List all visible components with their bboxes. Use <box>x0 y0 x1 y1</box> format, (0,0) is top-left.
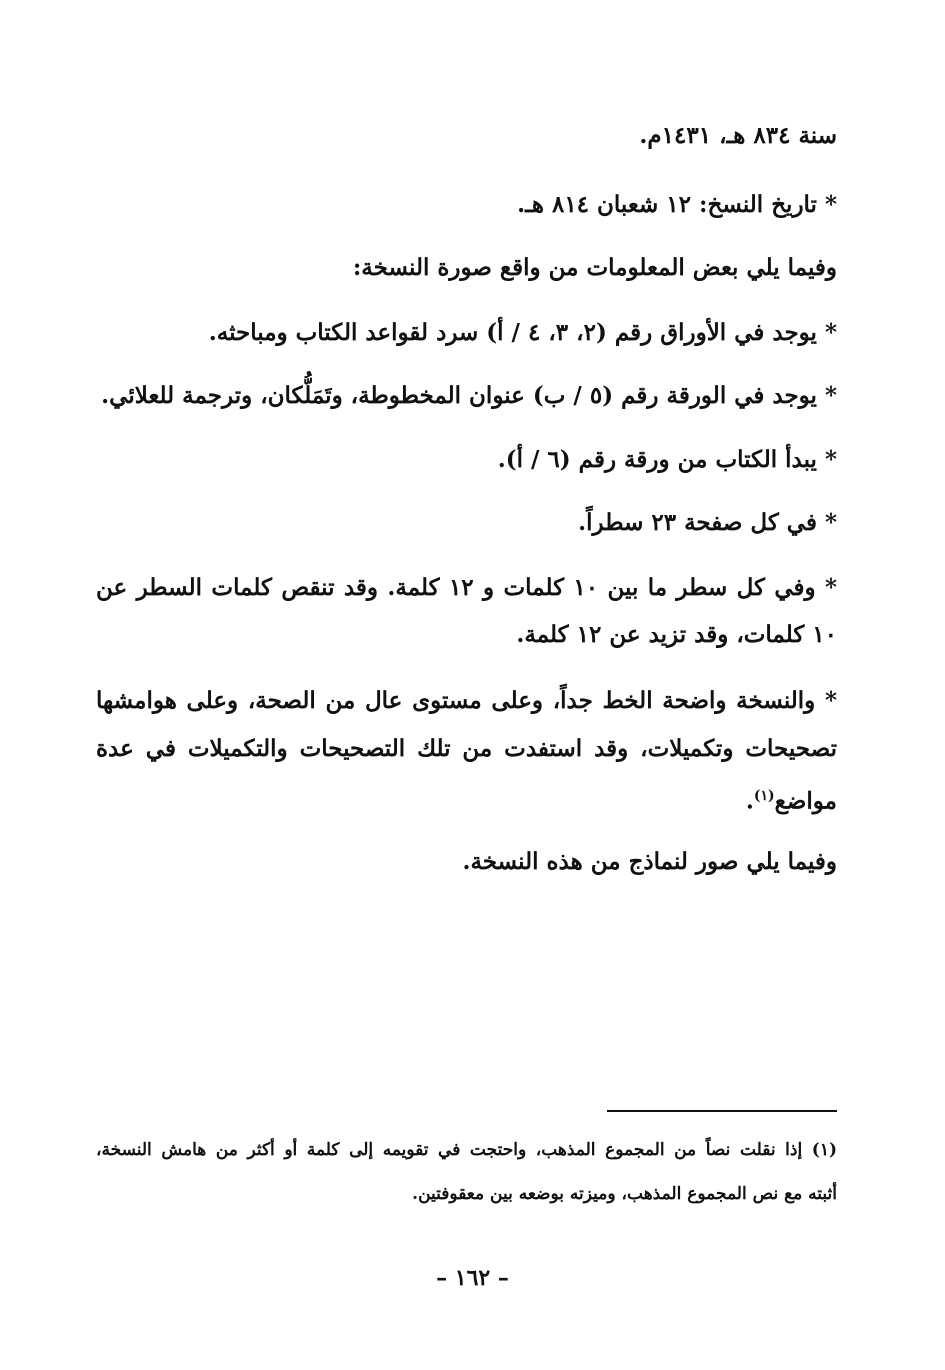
body-line: * تاريخ النسخ: ١٢ شعبان ٨١٤ هـ. <box>517 191 837 218</box>
footnote-reference: (١) <box>753 788 775 804</box>
body-line: وفيما يلي صور لنماذج من هذه النسخة. <box>462 848 837 875</box>
footnote-divider <box>607 1110 837 1112</box>
footnote-line: أثبته مع نص المجموع المذهب، وميزته بوضعه بين معقوفتين. <box>412 1184 837 1204</box>
body-line: وفيما يلي بعض المعلومات من واقع صورة النسخة: <box>352 254 837 281</box>
page-number: – ١٦٢ – <box>436 1265 509 1291</box>
body-line: * يوجد في الأوراق رقم (٢، ٣، ٤ / أ) سرد لقواعد الكتاب ومباحثه. <box>208 319 837 346</box>
footnote-line: (١) إذا نقلت نصاً من المجموع المذهب، واحتجت في تقويمه إلى كلمة أو أكثر من هامش النسخة، <box>96 1140 837 1160</box>
body-line: سنة ٨٣٤ هـ، ١٤٣١م. <box>639 122 837 149</box>
body-text: . <box>745 787 754 815</box>
body-line: * يوجد في الورقة رقم (٥ / ب) عنوان المخطوطة، وتَمَلُّكان، وترجمة للعلائي. <box>101 382 837 409</box>
body-line: * يبدأ الكتاب من ورقة رقم (٦ / أ). <box>497 446 837 473</box>
body-line-with-footnote-ref <box>746 781 837 817</box>
body-line: * وفي كل سطر ما بين ١٠ كلمات و ١٢ كلمة. وقد تنقص كلمات السطر عن <box>96 574 837 601</box>
body-line: تصحيحات وتكميلات، وقد استفدت من تلك التصحيحات والتكميلات في عدة <box>96 735 837 762</box>
body-line: * في كل صفحة ٢٣ سطراً. <box>578 509 837 536</box>
body-text: مواضع <box>774 787 837 815</box>
body-line: * والنسخة واضحة الخط جداً، وعلى مستوى عال من الصحة، وعلى هوامشها <box>96 687 837 714</box>
body-line: ١٠ كلمات، وقد تزيد عن ١٢ كلمة. <box>516 621 837 648</box>
